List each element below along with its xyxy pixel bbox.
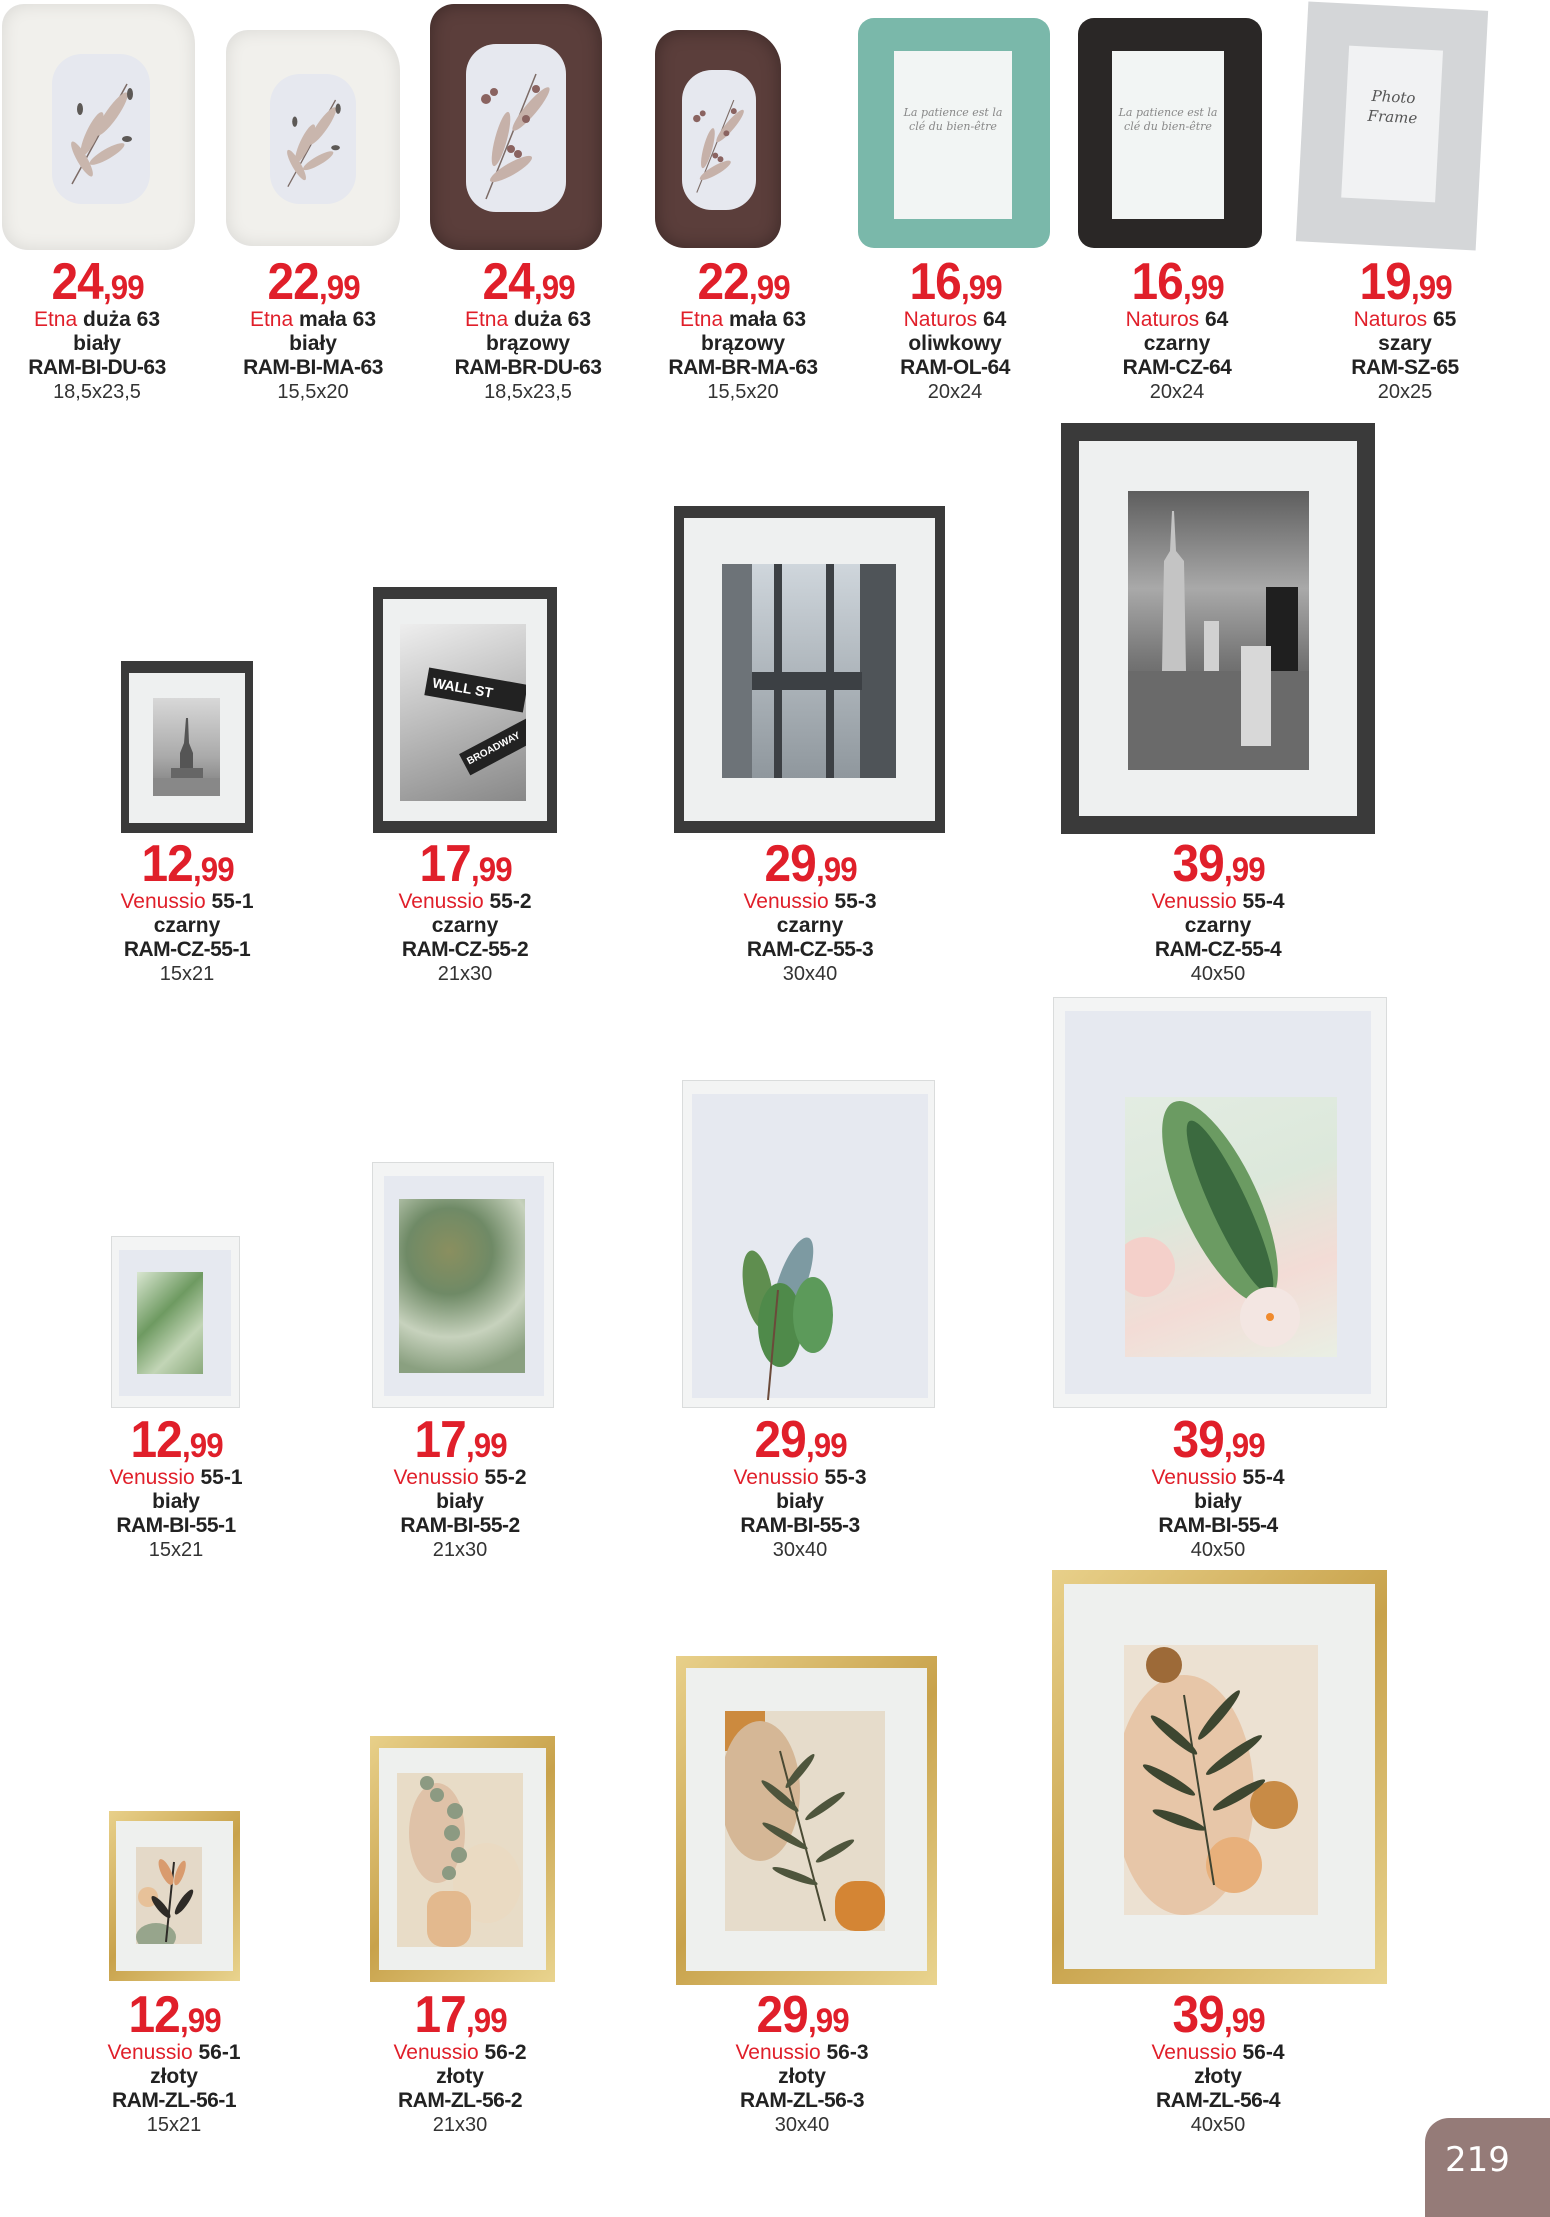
product-name: Venussio 55-2 xyxy=(393,1466,527,1489)
product-size: 15x21 xyxy=(146,2114,202,2136)
price: 29,99 xyxy=(756,1986,849,2044)
product-size: 20x24 xyxy=(927,381,983,403)
price: 17,99 xyxy=(414,1986,507,2044)
product-info xyxy=(835,253,1075,403)
product-info xyxy=(680,1411,920,1561)
price: 12,99 xyxy=(128,1986,221,2044)
product-image-venussio-56-2-zloty xyxy=(370,1736,555,1982)
leaf-branch-icon xyxy=(52,54,150,204)
product-info xyxy=(1098,835,1338,985)
product-info xyxy=(1285,253,1525,403)
product-name: Venussio 56-4 xyxy=(1151,2041,1285,2064)
product-color: biały xyxy=(289,332,337,355)
product-code: RAM-CZ-64 xyxy=(1122,356,1232,379)
product-image-naturos-64-czarny xyxy=(1078,18,1262,248)
product-code: RAM-CZ-55-4 xyxy=(1154,938,1282,961)
product-info xyxy=(67,835,307,985)
price: 39,99 xyxy=(1172,1986,1265,2044)
price: 39,99 xyxy=(1172,835,1265,893)
product-name: Venussio 55-2 xyxy=(398,890,532,913)
product-size: 40x50 xyxy=(1190,2114,1246,2136)
product-code: RAM-CZ-55-2 xyxy=(401,938,529,961)
product-info xyxy=(340,1986,580,2136)
product-size: 21x30 xyxy=(432,1539,488,1561)
wall-st-sign: WALL ST xyxy=(424,668,526,713)
product-name: Venussio 55-1 xyxy=(109,1466,243,1489)
naturos-quote-print: La patience est la clé du bien-être xyxy=(1118,106,1218,134)
product-info xyxy=(193,253,433,403)
product-info xyxy=(1057,253,1297,403)
product-info xyxy=(690,835,930,985)
product-size: 15,5x20 xyxy=(277,381,349,403)
price: 24,99 xyxy=(482,253,575,311)
price: 29,99 xyxy=(764,835,857,893)
product-name: Etna mała 63 xyxy=(249,308,377,331)
empire-state-skyline-print xyxy=(1128,491,1309,770)
product-code: RAM-ZL-56-1 xyxy=(112,2089,236,2112)
product-size: 40x50 xyxy=(1190,963,1246,985)
product-size: 30x40 xyxy=(782,963,838,985)
product-name: Venussio 55-1 xyxy=(120,890,254,913)
naturos-quote-print: La patience est la clé du bien-être xyxy=(903,106,1003,134)
product-info xyxy=(56,1411,296,1561)
product-info xyxy=(623,253,863,403)
fern-leaf-print xyxy=(725,1711,885,1931)
product-size: 30x40 xyxy=(772,1539,828,1561)
berry-branch-icon xyxy=(682,70,756,210)
product-image-venussio-55-2-czarny xyxy=(373,587,557,833)
product-size: 40x50 xyxy=(1190,1539,1246,1561)
leaf-branch-icon xyxy=(270,74,356,204)
product-code: RAM-ZL-56-3 xyxy=(740,2089,864,2112)
product-code: RAM-SZ-65 xyxy=(1351,356,1459,379)
statue-of-liberty-print xyxy=(153,698,220,796)
product-name: Naturos 65 xyxy=(1353,308,1457,331)
product-size: 21x30 xyxy=(432,2114,488,2136)
wall-street-print xyxy=(400,624,526,801)
product-image-venussio-56-4-zloty xyxy=(1052,1570,1387,1984)
product-color: brązowy xyxy=(700,332,786,355)
product-size: 18,5x23,5 xyxy=(53,381,141,403)
product-image-etna-duza-brazowy xyxy=(430,4,602,250)
product-size: 15x21 xyxy=(148,1539,204,1561)
product-color: biały xyxy=(73,332,121,355)
broadway-sign: BROADWAY xyxy=(459,717,526,776)
product-color: złoty xyxy=(778,2065,826,2088)
product-size: 21x30 xyxy=(437,963,493,985)
product-code: RAM-BI-55-1 xyxy=(116,1514,236,1537)
price: 16,99 xyxy=(909,253,1002,311)
product-info xyxy=(682,1986,922,2136)
product-code: RAM-BI-DU-63 xyxy=(28,356,166,379)
product-color: złoty xyxy=(150,2065,198,2088)
product-color: biały xyxy=(152,1490,200,1513)
photo-frame-print: Photo Frame xyxy=(1367,86,1418,127)
price: 19,99 xyxy=(1359,253,1452,311)
palm-frond-print xyxy=(1124,1645,1318,1915)
product-color: oliwkowy xyxy=(908,332,1002,355)
manhattan-bridge-print xyxy=(722,564,896,778)
product-color: czarny xyxy=(153,914,221,937)
product-image-etna-mala-brazowy xyxy=(655,30,781,248)
product-color: czarny xyxy=(776,914,844,937)
product-image-venussio-56-1-zloty xyxy=(109,1811,240,1981)
product-size: 20x24 xyxy=(1149,381,1205,403)
product-code: RAM-BI-55-2 xyxy=(400,1514,520,1537)
product-code: RAM-CZ-55-3 xyxy=(746,938,874,961)
product-size: 18,5x23,5 xyxy=(484,381,572,403)
product-color: biały xyxy=(776,1490,824,1513)
product-code: RAM-OL-64 xyxy=(900,356,1010,379)
product-image-naturos-65-szary xyxy=(1296,1,1488,250)
product-image-venussio-55-2-bialy xyxy=(372,1162,554,1408)
vase-eucalyptus-print xyxy=(397,1773,523,1947)
page-number: 219 xyxy=(1445,2140,1510,2180)
product-image-venussio-55-4-czarny xyxy=(1061,423,1375,834)
product-color: czarny xyxy=(1143,332,1211,355)
price: 17,99 xyxy=(419,835,512,893)
product-info xyxy=(1098,1411,1338,1561)
product-size: 30x40 xyxy=(774,2114,830,2136)
product-image-venussio-56-3-zloty xyxy=(676,1656,937,1985)
product-size: 15x21 xyxy=(159,963,215,985)
page-number-badge xyxy=(1425,2118,1550,2217)
product-image-venussio-55-3-bialy xyxy=(682,1080,935,1408)
product-color: czarny xyxy=(1184,914,1252,937)
product-info xyxy=(54,1986,294,2136)
product-code: RAM-BI-55-4 xyxy=(1158,1514,1278,1537)
monstera-leaves-print xyxy=(399,1199,525,1373)
product-info xyxy=(408,253,648,403)
product-color: czarny xyxy=(431,914,499,937)
price: 29,99 xyxy=(754,1411,847,1469)
abstract-branch-print xyxy=(136,1847,202,1944)
price: 24,99 xyxy=(51,253,144,311)
product-color: złoty xyxy=(1194,2065,1242,2088)
product-size: 20x25 xyxy=(1377,381,1433,403)
price: 12,99 xyxy=(130,1411,223,1469)
product-name: Venussio 56-2 xyxy=(393,2041,527,2064)
product-name: Venussio 56-1 xyxy=(107,2041,241,2064)
product-name: Venussio 55-3 xyxy=(743,890,877,913)
product-image-venussio-55-3-czarny xyxy=(674,506,945,833)
banana-leaf-print xyxy=(1125,1097,1337,1357)
product-size: 15,5x20 xyxy=(707,381,779,403)
product-code: RAM-ZL-56-4 xyxy=(1156,2089,1280,2112)
product-code: RAM-BR-DU-63 xyxy=(454,356,602,379)
product-code: RAM-ZL-56-2 xyxy=(398,2089,522,2112)
product-image-venussio-55-1-bialy xyxy=(111,1236,240,1408)
product-code: RAM-BI-55-3 xyxy=(740,1514,860,1537)
price: 22,99 xyxy=(267,253,360,311)
tropical-leaf-print xyxy=(137,1272,203,1374)
product-info xyxy=(1098,1986,1338,2136)
product-color: szary xyxy=(1378,332,1432,355)
product-image-etna-duza-bialy xyxy=(2,4,195,250)
product-info xyxy=(0,253,217,403)
price: 17,99 xyxy=(414,1411,507,1469)
product-image-etna-mala-bialy xyxy=(226,30,400,246)
product-name: Etna mała 63 xyxy=(679,308,807,331)
palm-leaf-print xyxy=(728,1230,844,1400)
product-image-venussio-55-4-bialy xyxy=(1053,997,1387,1408)
product-image-naturos-64-oliwkowy xyxy=(858,18,1050,248)
product-color: biały xyxy=(436,1490,484,1513)
price: 22,99 xyxy=(697,253,790,311)
product-info xyxy=(340,1411,580,1561)
product-name: Venussio 56-3 xyxy=(735,2041,869,2064)
price: 12,99 xyxy=(141,835,234,893)
product-color: biały xyxy=(1194,1490,1242,1513)
product-name: Venussio 55-4 xyxy=(1151,890,1285,913)
product-color: brązowy xyxy=(485,332,571,355)
product-code: RAM-BI-MA-63 xyxy=(243,356,383,379)
product-name: Naturos 64 xyxy=(903,308,1007,331)
price: 39,99 xyxy=(1172,1411,1265,1469)
product-info xyxy=(345,835,585,985)
product-code: RAM-CZ-55-1 xyxy=(123,938,251,961)
product-name: Venussio 55-4 xyxy=(1151,1466,1285,1489)
product-code: RAM-BR-MA-63 xyxy=(668,356,818,379)
product-name: Naturos 64 xyxy=(1125,308,1229,331)
product-image-venussio-55-1-czarny xyxy=(121,661,253,833)
price: 16,99 xyxy=(1131,253,1224,311)
berry-branch-icon xyxy=(466,44,566,212)
product-color: złoty xyxy=(436,2065,484,2088)
product-name: Etna duża 63 xyxy=(33,308,161,331)
product-name: Venussio 55-3 xyxy=(733,1466,867,1489)
product-name: Etna duża 63 xyxy=(464,308,592,331)
